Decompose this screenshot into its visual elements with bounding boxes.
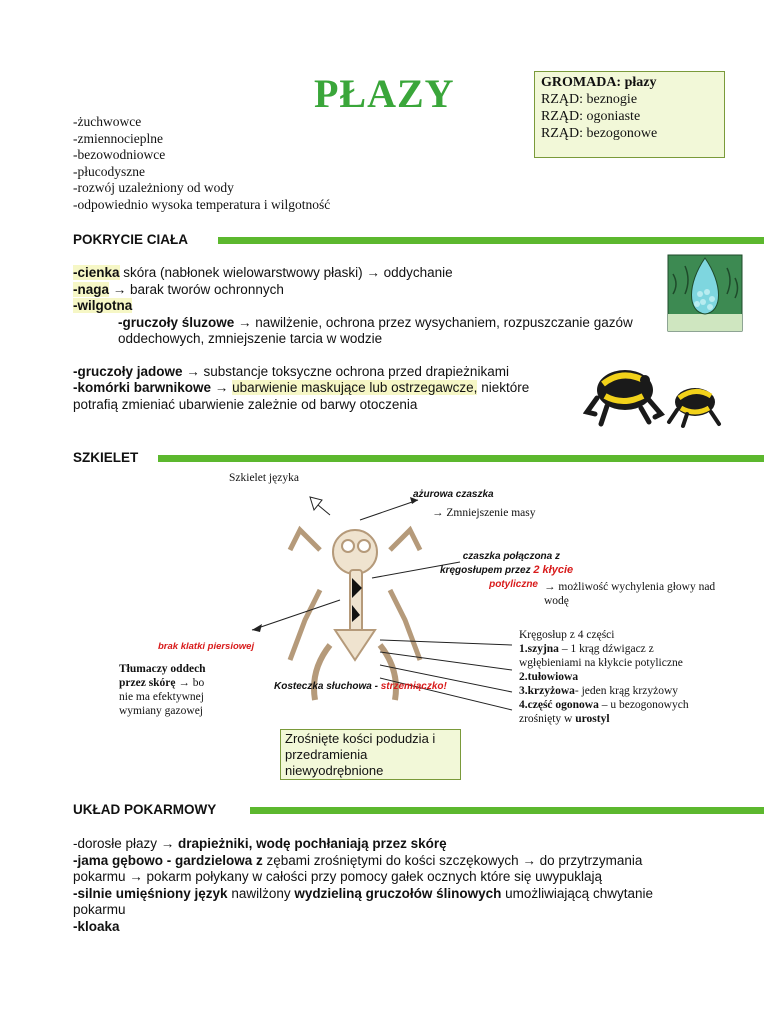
label-mass: → Zmniejszenie masy [432, 507, 536, 519]
fused-bones-box: Zrośnięte kości podudzia i przedramienia niewyodrębnione [280, 729, 461, 780]
skin-text: -cienka skóra (nabłonek wielowarstwowy płaski) → oddychanie -naga → barak tworów ochronnych -wilgotna -gruczoły śluzowe → nawilżenie, ochrona przez wysychaniem, rozpuszczanie gazów oddechowych, zmniejszenie tarcia w wodzie -gruczoły jadowe → substancje toksyczne ochrona przed drapieżnikami -komórki barwnikowe → ubarwienie maskujące lub ostrzegawcze, niektóre potrafią zmieniać ubarwienie zależnie od barwy otoczenia [73, 265, 633, 412]
class-rzad-2: RZĄD: ogoniaste [541, 109, 641, 124]
list-item: -zmiennocieplne [73, 130, 163, 146]
class-rzad-3: RZĄD: bezogonowe [541, 126, 658, 141]
label-ear-bone: Kosteczka słuchowa - strzemiączko! [274, 681, 447, 692]
digestive-text: -dorosłe płazy → drapieżniki, wodę pochłaniają przez skórę -jama gębowo - gardzielowa z zębami zrośniętymi do kości szczękowych → do przytrzymania pokarmu → pokarm połykany w całości przy pomocy gałek ocznych które się uwypuklają -silnie umięśniony język nawilżony wydzieliną gruczołów ślinowych umożliwiającą chwytanie pokarmu -kloaka [73, 836, 653, 934]
list-item: -odpowiednio wysoka temperatura i wilgotność [73, 196, 331, 212]
label-skin-breathing: Tłumaczy oddech przez skórę → bo nie ma efektywnej wymiany gazowej [119, 663, 206, 717]
section-divider [250, 807, 764, 814]
list-item: -rozwój uzależniony od wody [73, 180, 234, 195]
section-heading-skin: POKRYCIE CIAŁA [73, 232, 189, 247]
label-skull: ażurowa czaszka [413, 489, 494, 500]
label-tongue-skeleton: Szkielet języka [229, 472, 299, 484]
list-item: -płucodyszne [73, 163, 145, 179]
page-title: PŁAZY [314, 71, 455, 116]
spine-description: Kręgosłup z 4 części 1.szyjna – 1 krąg dźwigacz z wgłębieniami na kłykcie potyliczne 2.tułowiowa 3.krzyżowa- jeden krąg krzyżowy 4.część ogonowa – u bezogonowych zrośnięty w urostyl [519, 629, 689, 725]
list-item: -bezowodniowce [73, 147, 166, 162]
list-item: -żuchwowce [73, 114, 142, 129]
class-rzad-1: RZĄD: beznogie [541, 92, 638, 107]
class-gromada: GROMADA: płazy [541, 75, 657, 90]
label-no-ribcage: brak klatki piersiowej [158, 641, 255, 652]
section-heading-skeleton: SZKIELET [73, 450, 139, 465]
label-head-tilt: → możliwość wychylenia głowy nad wodę [544, 581, 716, 607]
label-skull-joint: czaszka połączona z kręgosłupem przez 2 kłycie potyliczne [440, 551, 574, 590]
section-heading-digestive: UKŁAD POKARMOWY [73, 802, 217, 817]
